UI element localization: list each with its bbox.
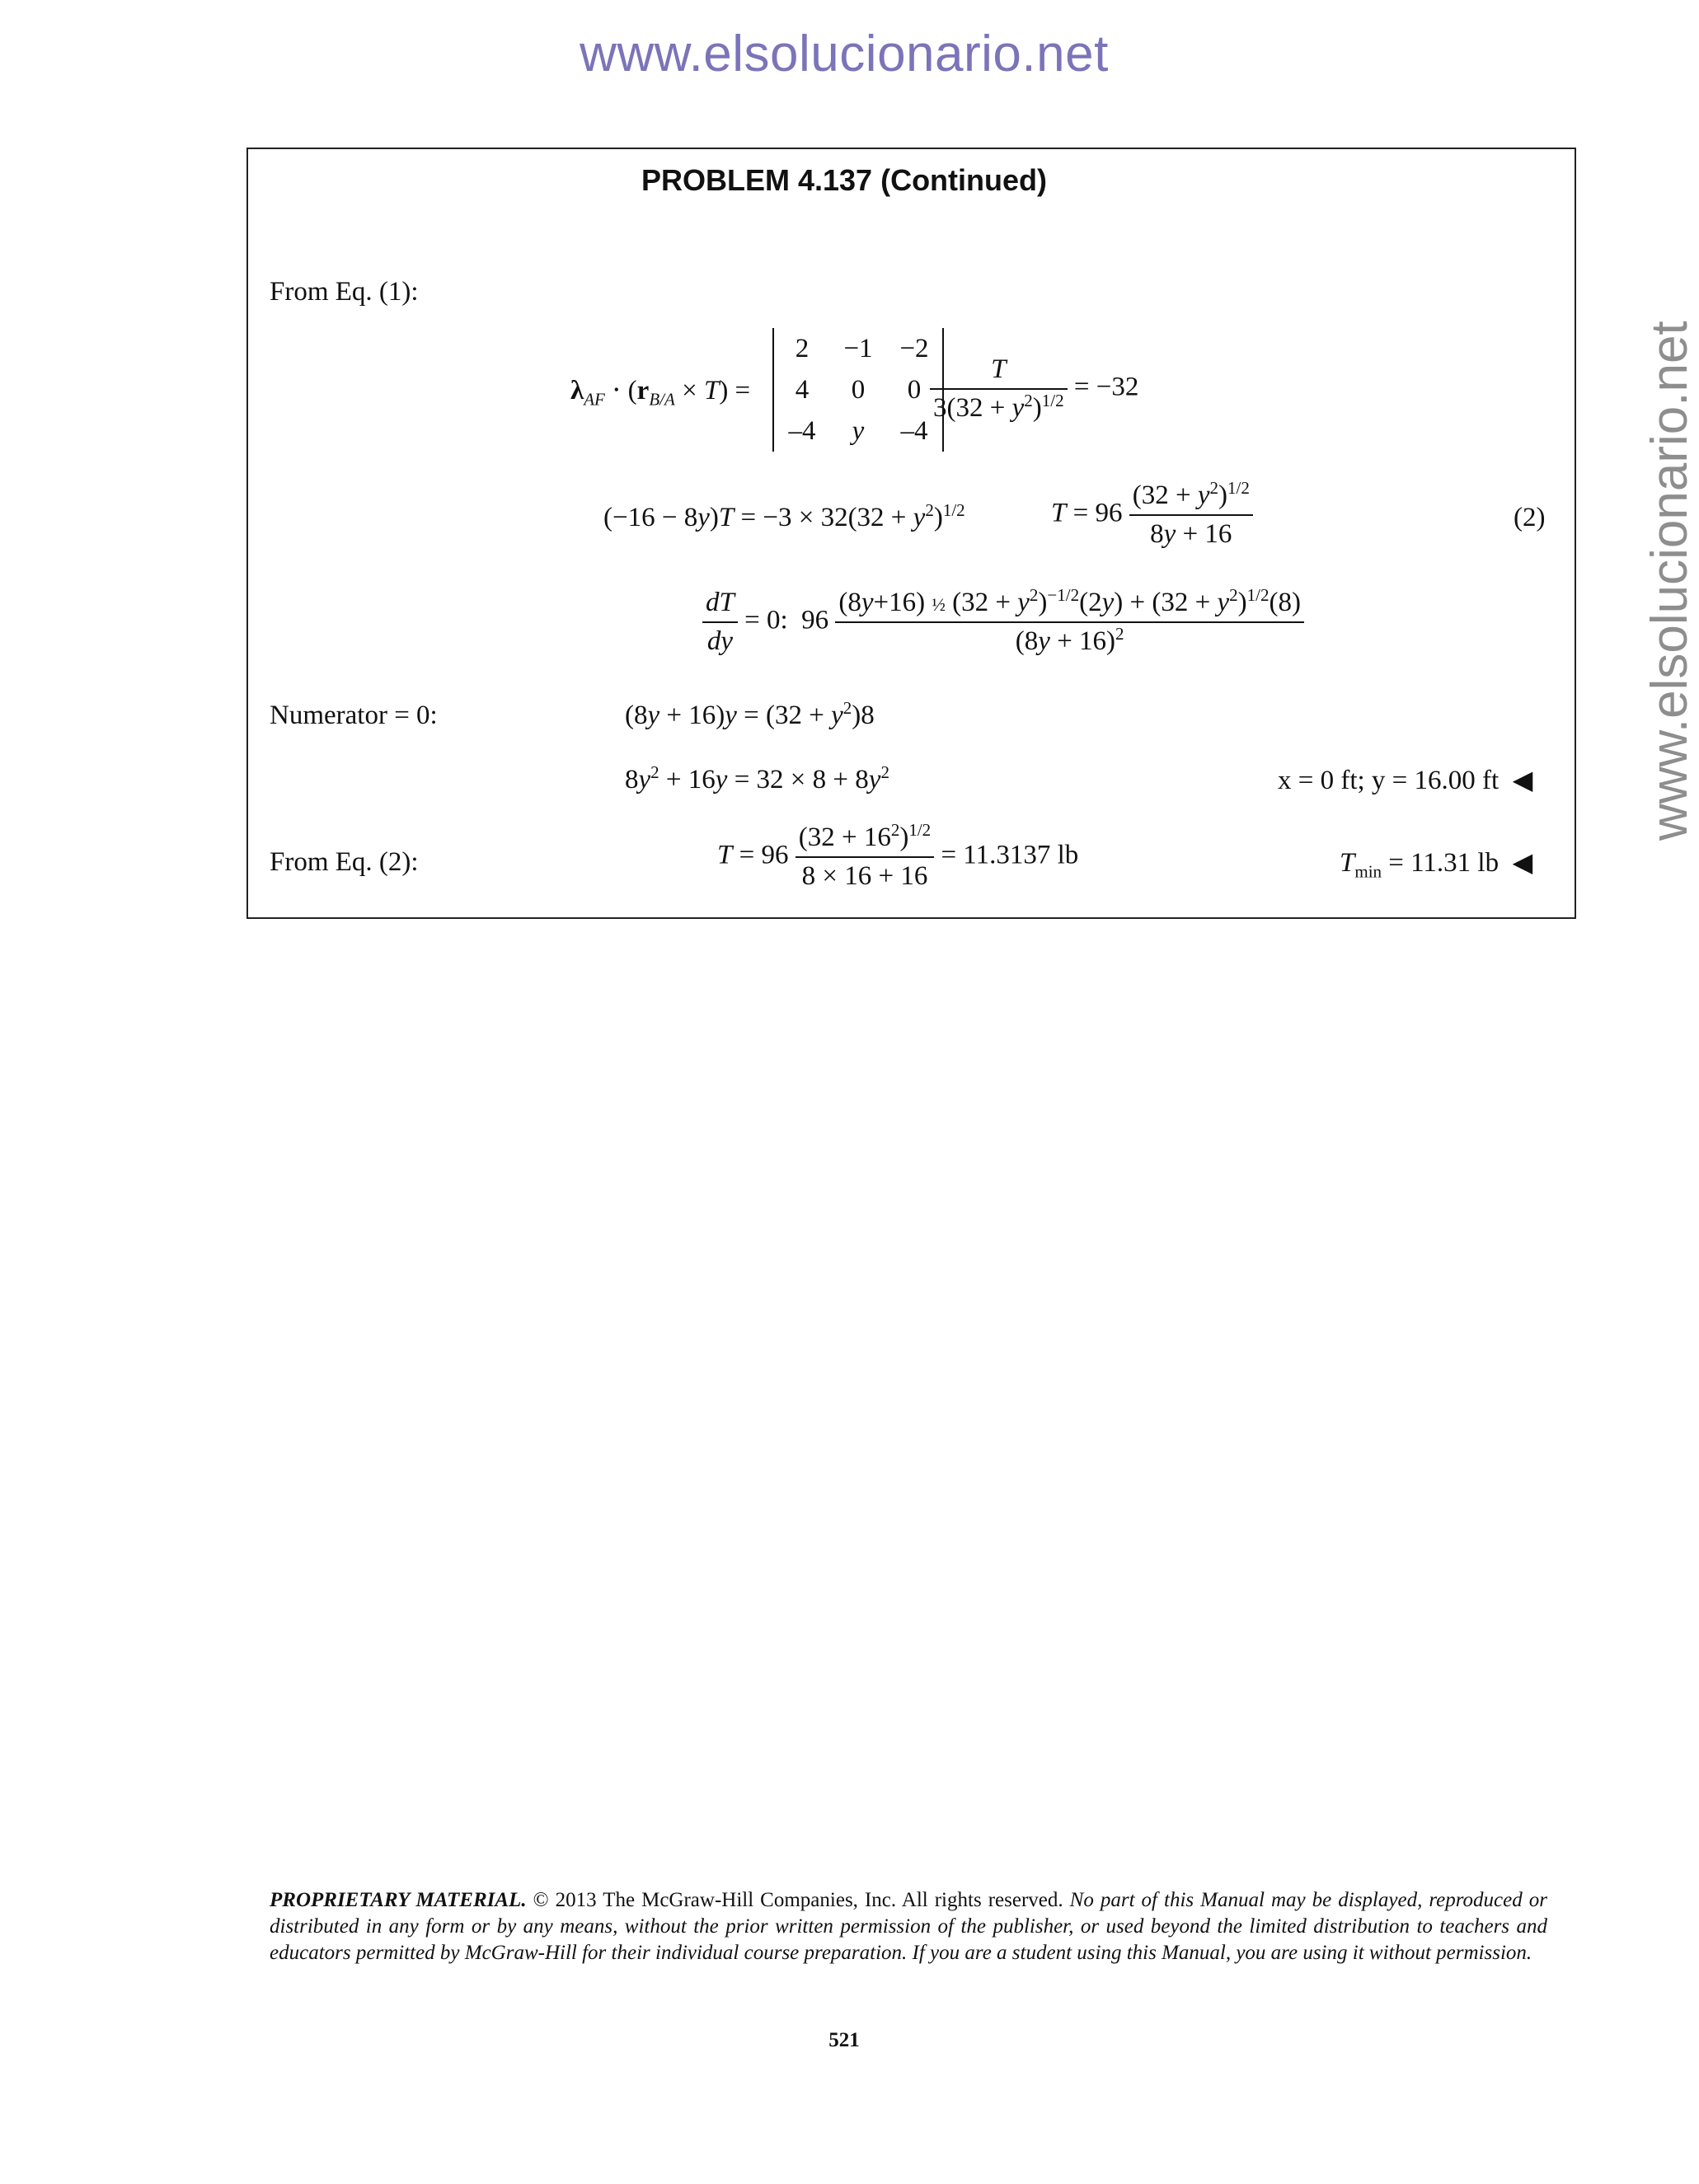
determinant-matrix: [772, 328, 944, 452]
det-cell: –4: [788, 415, 816, 446]
det-cell: −1: [843, 333, 873, 363]
T-numeric-result: = 11.3137 lb: [941, 840, 1079, 870]
det-cell: −2: [899, 333, 929, 363]
page-number: 521: [828, 2029, 860, 2051]
problem-title: PROBLEM 4.137 (Continued): [641, 163, 1048, 197]
answer-tmin-value: = 11.31 lb: [1388, 848, 1500, 878]
derivative-equation: $\frac{dT}{dy}$ = 0: 96 $\frac{(8y+16) \frac{1}{2} (32 + y^2)^{-1/2}(2y) + (32 + y^2)^{1/2}(8)}{(8y + 16)^2}$: [702, 589, 1304, 655]
label-numerator: Numerator = 0:: [270, 701, 438, 730]
lambda-expression: $\lambda_{AF} \cdot (r_{B/A} \times T)$ =: [570, 376, 751, 410]
watermark-top: www.elsolucionario.net: [580, 26, 1109, 82]
equation-number: (2): [1514, 503, 1546, 532]
det-cell: –4: [900, 415, 928, 446]
label-from-eq2: From Eq. (2):: [270, 847, 419, 877]
answer-position: [1278, 766, 1532, 794]
det-result: = −32: [1073, 372, 1139, 402]
answer-position-text: x = 0 ft; y = 16.00 ft: [1278, 766, 1500, 795]
footer-copyright: © 2013 The McGraw-Hill Companies, Inc. All rights reserved.: [526, 1889, 1070, 1911]
equation-T-expression: T = 96 $\frac{(32 + y^2)^{1/2}}{8y + 16}$: [1051, 482, 1253, 548]
footer-notice: No part of this Manual may be displayed, reproduced or distributed in any form or by any means, without the prior written permission of the publisher, or used beyond the limited distribution to teachers and educators permitted by McGraw-Hill for their individual course preparation. If you are a student using this Manual, you are using it without permission.: [270, 1889, 1547, 1964]
copyright-footer: [270, 1887, 1547, 1966]
watermark-side: www.elsolucionario.net: [1641, 321, 1698, 841]
equation-line-2a: $(-16 - 8y)T = -3 \times 32(32 + y^2)^{1/2}$: [603, 500, 965, 532]
det-cell: y: [852, 415, 865, 446]
det-cell: 0: [907, 374, 922, 405]
answer-tmin: $T_{min} = 11.31$ lb ◀: [1340, 846, 1533, 882]
footer-lead: PROPRIETARY MATERIAL.: [270, 1889, 527, 1911]
answer-arrow-icon: ◀: [1512, 764, 1533, 795]
det-cell: 4: [795, 374, 810, 405]
numerator-equation: $(8y + 16)y = (32 + y^2)8$: [625, 698, 875, 730]
T-numeric-equation: T = 96 $\frac{(32 + 16^2)^{1/2}}{8 \times 16 + 16}$ = 11.3137 lb: [717, 820, 1079, 891]
det-cell: 0: [851, 374, 866, 405]
det-cell: 2: [795, 333, 810, 363]
answer-arrow-icon: ◀: [1512, 846, 1533, 878]
det-fraction: $\frac{T}{3(32 + y^2)^{1/2}}$ = −32: [930, 356, 1138, 422]
solution-box: [246, 148, 1576, 919]
label-from-eq1: From Eq. (1):: [270, 277, 419, 307]
expanded-equation: $8y^2 + 16y = 32 \times 8 + 8y^2$: [625, 762, 889, 794]
